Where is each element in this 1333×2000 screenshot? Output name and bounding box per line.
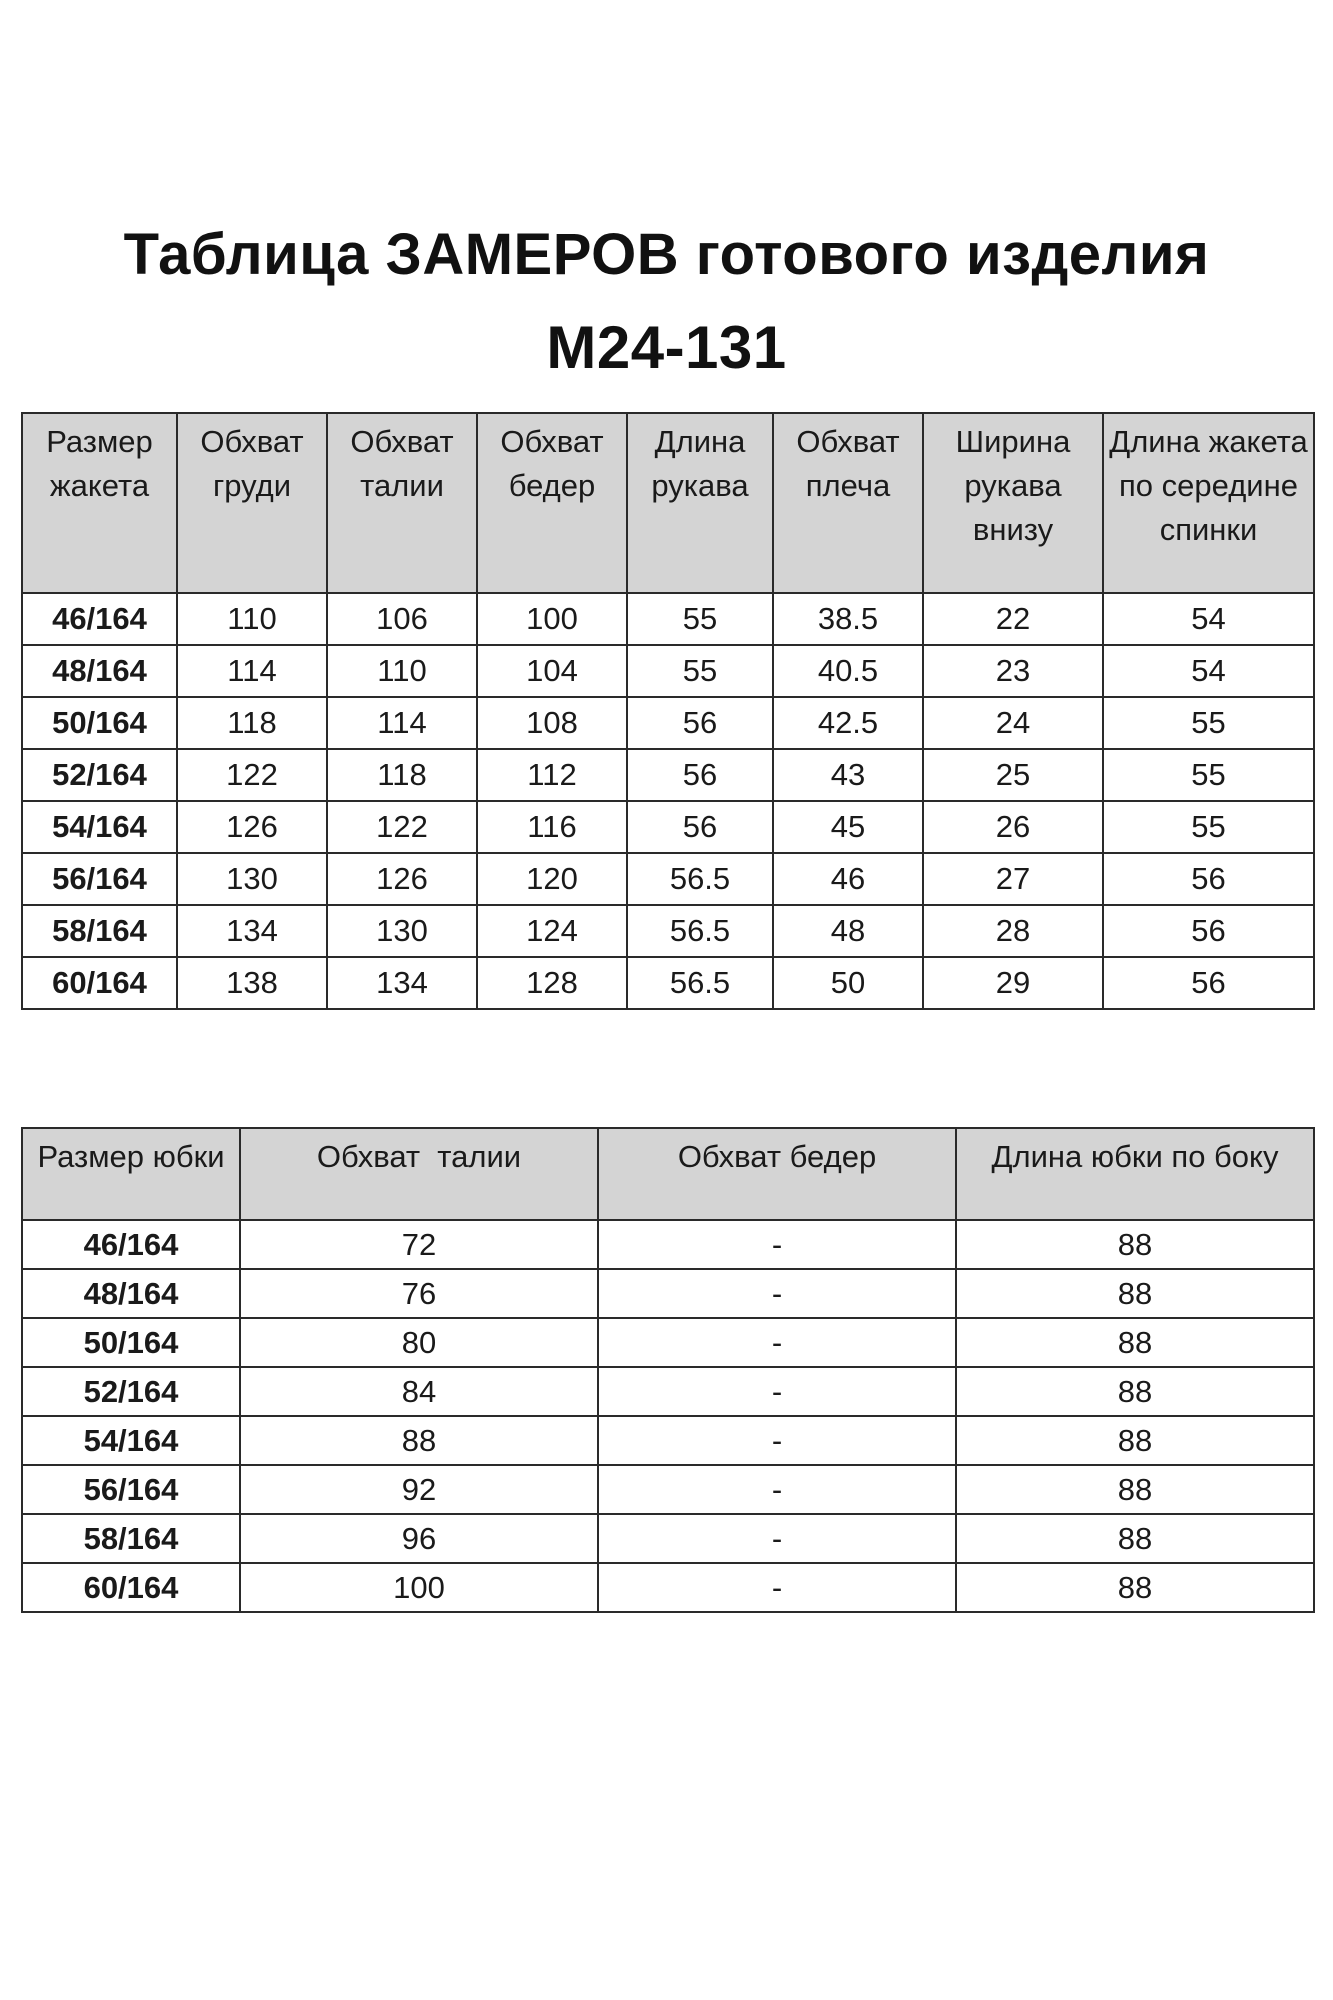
value-cell: 25 — [923, 749, 1103, 801]
value-cell: 88 — [956, 1563, 1314, 1612]
size-cell: 46/164 — [22, 1220, 240, 1269]
size-cell: 48/164 — [22, 645, 177, 697]
value-cell: 88 — [956, 1269, 1314, 1318]
value-cell: 56.5 — [627, 853, 773, 905]
model-code: М24-131 — [546, 314, 787, 381]
value-cell: 38.5 — [773, 593, 923, 645]
skirt-measurements-table — [21, 1127, 1315, 1613]
table-row — [22, 1514, 1314, 1563]
jacket-measurements-table — [21, 412, 1315, 1010]
value-cell: - — [598, 1367, 956, 1416]
size-cell: 46/164 — [22, 593, 177, 645]
size-cell: 56/164 — [22, 1465, 240, 1514]
page-title: Таблица ЗАМЕРОВ готового изделия — [123, 222, 1210, 287]
value-cell: 56 — [627, 697, 773, 749]
value-cell: 88 — [956, 1367, 1314, 1416]
value-cell: 120 — [477, 853, 627, 905]
column-header: Обхват бедер — [477, 413, 627, 593]
value-cell: - — [598, 1563, 956, 1612]
table-row — [22, 645, 1314, 697]
size-cell: 54/164 — [22, 1416, 240, 1465]
value-cell: 24 — [923, 697, 1103, 749]
value-cell: 126 — [327, 853, 477, 905]
table-row — [22, 1367, 1314, 1416]
value-cell: 106 — [327, 593, 477, 645]
value-cell: 56 — [1103, 853, 1314, 905]
value-cell: 56 — [627, 749, 773, 801]
value-cell: - — [598, 1465, 956, 1514]
value-cell: 72 — [240, 1220, 598, 1269]
size-cell: 52/164 — [22, 1367, 240, 1416]
table-row — [22, 1269, 1314, 1318]
table-row — [22, 1416, 1314, 1465]
size-cell: 56/164 — [22, 853, 177, 905]
value-cell: 50 — [773, 957, 923, 1009]
value-cell: 28 — [923, 905, 1103, 957]
value-cell: 43 — [773, 749, 923, 801]
value-cell: 56 — [627, 801, 773, 853]
table-row — [22, 749, 1314, 801]
size-cell: 48/164 — [22, 1269, 240, 1318]
value-cell: 126 — [177, 801, 327, 853]
value-cell: 118 — [327, 749, 477, 801]
value-cell: 110 — [177, 593, 327, 645]
value-cell: - — [598, 1220, 956, 1269]
size-cell: 54/164 — [22, 801, 177, 853]
size-cell: 52/164 — [22, 749, 177, 801]
column-header: Ширина рукава внизу — [923, 413, 1103, 593]
value-cell: 108 — [477, 697, 627, 749]
value-cell: 92 — [240, 1465, 598, 1514]
value-cell: 48 — [773, 905, 923, 957]
table-row — [22, 801, 1314, 853]
value-cell: 118 — [177, 697, 327, 749]
size-cell: 58/164 — [22, 1514, 240, 1563]
value-cell: 124 — [477, 905, 627, 957]
value-cell: 88 — [956, 1514, 1314, 1563]
value-cell: - — [598, 1514, 956, 1563]
value-cell: 128 — [477, 957, 627, 1009]
value-cell: 84 — [240, 1367, 598, 1416]
column-header: Длина жакета по середине спинки — [1103, 413, 1314, 593]
value-cell: 54 — [1103, 593, 1314, 645]
value-cell: 54 — [1103, 645, 1314, 697]
value-cell: 27 — [923, 853, 1103, 905]
value-cell: - — [598, 1416, 956, 1465]
size-cell: 50/164 — [22, 1318, 240, 1367]
value-cell: 112 — [477, 749, 627, 801]
value-cell: 55 — [1103, 749, 1314, 801]
column-header: Размер юбки — [22, 1128, 240, 1220]
column-header: Обхват бедер — [598, 1128, 956, 1220]
value-cell: 22 — [923, 593, 1103, 645]
value-cell: 130 — [327, 905, 477, 957]
value-cell: 134 — [327, 957, 477, 1009]
value-cell: 55 — [627, 593, 773, 645]
column-header: Длина рукава — [627, 413, 773, 593]
value-cell: 88 — [240, 1416, 598, 1465]
column-header: Длина юбки по боку — [956, 1128, 1314, 1220]
value-cell: 23 — [923, 645, 1103, 697]
size-cell: 58/164 — [22, 905, 177, 957]
value-cell: 26 — [923, 801, 1103, 853]
column-header: Обхват талии — [240, 1128, 598, 1220]
value-cell: 116 — [477, 801, 627, 853]
value-cell: 138 — [177, 957, 327, 1009]
table-row — [22, 957, 1314, 1009]
value-cell: 76 — [240, 1269, 598, 1318]
value-cell: 130 — [177, 853, 327, 905]
value-cell: 134 — [177, 905, 327, 957]
value-cell: 56.5 — [627, 905, 773, 957]
table-row — [22, 1220, 1314, 1269]
value-cell: 100 — [477, 593, 627, 645]
value-cell: 80 — [240, 1318, 598, 1367]
size-cell: 50/164 — [22, 697, 177, 749]
table-row — [22, 1318, 1314, 1367]
value-cell: 122 — [327, 801, 477, 853]
value-cell: 56 — [1103, 905, 1314, 957]
value-cell: 110 — [327, 645, 477, 697]
value-cell: 114 — [327, 697, 477, 749]
value-cell: 45 — [773, 801, 923, 853]
value-cell: - — [598, 1318, 956, 1367]
value-cell: 96 — [240, 1514, 598, 1563]
value-cell: 88 — [956, 1416, 1314, 1465]
table-header-row — [22, 413, 1314, 593]
table-header-row — [22, 1128, 1314, 1220]
value-cell: 56 — [1103, 957, 1314, 1009]
table-row — [22, 1563, 1314, 1612]
value-cell: 55 — [1103, 801, 1314, 853]
table-row — [22, 697, 1314, 749]
value-cell: 40.5 — [773, 645, 923, 697]
size-cell: 60/164 — [22, 1563, 240, 1612]
table-row — [22, 593, 1314, 645]
value-cell: 56.5 — [627, 957, 773, 1009]
value-cell: 100 — [240, 1563, 598, 1612]
value-cell: 46 — [773, 853, 923, 905]
value-cell: 29 — [923, 957, 1103, 1009]
value-cell: 88 — [956, 1465, 1314, 1514]
value-cell: 114 — [177, 645, 327, 697]
value-cell: 88 — [956, 1220, 1314, 1269]
size-cell: 60/164 — [22, 957, 177, 1009]
column-header: Обхват груди — [177, 413, 327, 593]
table-row — [22, 853, 1314, 905]
column-header: Размер жакета — [22, 413, 177, 593]
table-row — [22, 1465, 1314, 1514]
value-cell: 42.5 — [773, 697, 923, 749]
value-cell: 55 — [1103, 697, 1314, 749]
value-cell: 104 — [477, 645, 627, 697]
column-header: Обхват талии — [327, 413, 477, 593]
value-cell: 122 — [177, 749, 327, 801]
column-header: Обхват плеча — [773, 413, 923, 593]
value-cell: 88 — [956, 1318, 1314, 1367]
table-row — [22, 905, 1314, 957]
value-cell: 55 — [627, 645, 773, 697]
value-cell: - — [598, 1269, 956, 1318]
